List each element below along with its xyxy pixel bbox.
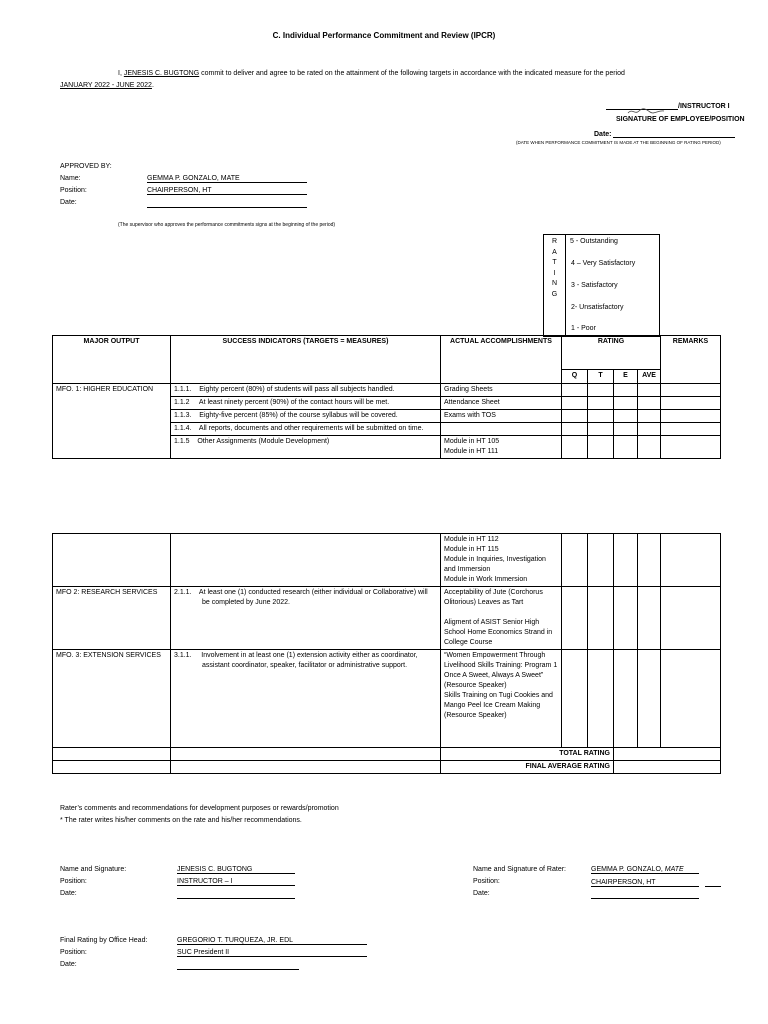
- right-name-suffix: MATE: [664, 866, 684, 873]
- table-row: [53, 436, 721, 459]
- remarks-cell[interactable]: [661, 397, 721, 410]
- header-t: T: [588, 370, 614, 384]
- final-average-row: [53, 761, 721, 774]
- left-position-label: Position:: [60, 878, 87, 885]
- right-position-row: [591, 878, 721, 887]
- approved-date-row: [147, 199, 307, 208]
- final-average-label: FINAL AVERAGE RATING: [441, 761, 614, 774]
- right-position-label: Position:: [473, 878, 500, 885]
- header-remarks: REMARKS: [661, 336, 721, 384]
- indicator-number: 1.1.2: [174, 399, 190, 406]
- table-row: [53, 423, 721, 436]
- rating-q-cell[interactable]: [562, 650, 588, 748]
- rating-t-cell[interactable]: [588, 423, 614, 436]
- final-average-value[interactable]: [614, 761, 721, 774]
- rating-ave-cell[interactable]: [638, 397, 661, 410]
- left-name-label: Name and Signature:: [60, 866, 127, 873]
- total-rating-label: TOTAL RATING: [441, 748, 614, 761]
- header-rating: RATING: [562, 336, 661, 370]
- commitment-period-line: [60, 82, 154, 89]
- handwritten-signature: [626, 106, 666, 116]
- approved-name-label: Name:: [60, 175, 81, 182]
- employee-date-field[interactable]: [613, 129, 735, 138]
- table-row: [53, 397, 721, 410]
- right-name-label: Name and Signature of Rater:: [473, 866, 566, 873]
- major-output-cell: [53, 534, 171, 587]
- rating-legend-scale: [565, 234, 660, 337]
- remarks-cell[interactable]: [661, 587, 721, 650]
- major-output-cell: [53, 423, 171, 436]
- rating-e-cell[interactable]: [614, 436, 638, 459]
- header-major-output: MAJOR OUTPUT: [53, 336, 171, 384]
- major-output-cell: [53, 397, 171, 410]
- empty-cell: [53, 761, 171, 774]
- major-output-cell: MFO. 3: EXTENSION SERVICES: [53, 650, 171, 748]
- rating-q-cell[interactable]: [562, 384, 588, 397]
- approved-heading: APPROVED BY:: [60, 163, 112, 170]
- final-rating-label: Final Rating by Office Head:: [60, 937, 148, 944]
- rating-q-cell[interactable]: [562, 397, 588, 410]
- employee-signature-line: [606, 103, 730, 110]
- rating-q-cell[interactable]: [562, 436, 588, 459]
- rating-e-cell[interactable]: [614, 397, 638, 410]
- actual-cell: “Women Empowerment Through Livelihood Skills Training: Program 1 Once A Sweet, Always A Sweet” (Resource Speaker) Skills Training on Tugi Cookies and Mango Peel Ice Cream Making (Resource Speaker): [441, 650, 562, 748]
- legend-unsatisfactory: 2- Unsatisfactory: [571, 304, 624, 311]
- signature-field: [606, 109, 678, 110]
- actual-cell: Acceptability of Jute (Corchorus Olitorious) Leaves as Tart Aligment of ASIST Senior High School Home Economics Strand in College Course: [441, 587, 562, 650]
- left-date-label: Date:: [60, 890, 77, 897]
- indicator-text: Eighty percent (80%) of students will pass all subjects handled.: [199, 386, 395, 393]
- empty-cell: [171, 748, 441, 761]
- indicator-text: Eighty-five percent (85%) of the course syllabus will be covered.: [199, 412, 398, 419]
- commitment-prefix: I,: [118, 70, 122, 77]
- rating-ave-cell[interactable]: [638, 534, 661, 587]
- rating-ave-cell[interactable]: [638, 587, 661, 650]
- major-output-cell: [53, 410, 171, 423]
- approved-position-row: [147, 187, 307, 195]
- final-name-value: GREGORIO T. TURQUEZA, JR. EDL: [177, 937, 367, 945]
- rating-q-cell[interactable]: [562, 423, 588, 436]
- legend-letter: N: [551, 280, 558, 287]
- commitment-statement: [118, 70, 625, 77]
- table-header-row: [53, 336, 721, 370]
- table-row: [53, 650, 721, 748]
- rating-ave-cell[interactable]: [638, 384, 661, 397]
- actual-cell: Grading Sheets: [441, 384, 562, 397]
- rating-q-cell[interactable]: [562, 587, 588, 650]
- indicator-number: 3.1.1.: [174, 652, 192, 659]
- ipcr-table-page2: [52, 533, 721, 774]
- final-position-row: [177, 949, 367, 957]
- remarks-cell[interactable]: [661, 423, 721, 436]
- rating-q-cell[interactable]: [562, 534, 588, 587]
- table-row: [53, 410, 721, 423]
- final-date-row: [177, 961, 299, 970]
- left-date-row: [177, 890, 295, 899]
- left-name-value: JENESIS C. BUGTONG: [177, 866, 295, 874]
- remarks-cell[interactable]: [661, 410, 721, 423]
- ipcr-table-page1: [52, 335, 721, 459]
- rating-e-cell[interactable]: [614, 384, 638, 397]
- actual-cell: Attendance Sheet: [441, 397, 562, 410]
- rater-comments-note: * The rater writes his/her comments on the rate and his/her recommendations.: [60, 817, 302, 824]
- indicator-number: 1.1.4.: [174, 425, 192, 432]
- right-position-extra-line: [705, 878, 721, 887]
- approved-position-label: Position:: [60, 187, 87, 194]
- approved-name-value: GEMMA P. GONZALO, MATE: [147, 175, 307, 183]
- actual-cell: Module in HT 105 Module in HT 111: [441, 436, 562, 459]
- indicator-text: All reports, documents and other requirements will be submitted on time.: [198, 425, 424, 432]
- legend-satisfactory: 3 - Satisfactory: [571, 282, 618, 289]
- remarks-cell[interactable]: [661, 650, 721, 748]
- final-date-field[interactable]: [177, 961, 299, 970]
- legend-letter: A: [552, 248, 557, 256]
- approved-position-value: CHAIRPERSON, HT: [147, 187, 307, 195]
- legend-letter: G: [551, 290, 558, 298]
- rating-ave-cell[interactable]: [638, 650, 661, 748]
- right-date-row: [591, 890, 699, 899]
- legend-letter: R: [551, 238, 558, 245]
- indicator-text: Involvement in at least one (1) extension activity either as coordinator, assistant coordinator, speaker, facilitator or administrative support.: [201, 652, 418, 669]
- rating-e-cell[interactable]: [614, 534, 638, 587]
- indicator-cell: [171, 384, 441, 397]
- employee-position: /INSTRUCTOR I: [678, 103, 730, 110]
- rating-ave-cell[interactable]: [638, 423, 661, 436]
- legend-very-satisfactory: 4 – Very Satisfactory: [571, 260, 636, 267]
- header-actual-accomplishments: ACTUAL ACCOMPLISHMENTS: [441, 336, 562, 384]
- indicator-text: At least ninety percent (90%) of the contact hours will be met.: [198, 399, 390, 406]
- employee-date-label: Date:: [594, 131, 612, 138]
- rating-legend-vertical: [543, 234, 565, 337]
- indicator-number: 1.1.3.: [174, 412, 192, 419]
- period-end: .: [151, 82, 154, 89]
- rating-t-cell[interactable]: [588, 384, 614, 397]
- legend-poor: 1 - Poor: [571, 325, 596, 332]
- total-rating-value[interactable]: [614, 748, 721, 761]
- indicator-cell: [171, 587, 441, 650]
- legend-letter: I: [553, 269, 556, 277]
- remarks-cell[interactable]: [661, 436, 721, 459]
- legend-letter: T: [552, 259, 557, 266]
- remarks-cell[interactable]: [661, 534, 721, 587]
- document-title: C. Individual Performance Commitment and Review (IPCR): [272, 31, 496, 40]
- rating-e-cell[interactable]: [614, 423, 638, 436]
- header-q: Q: [562, 370, 588, 384]
- rating-t-cell[interactable]: [588, 410, 614, 423]
- indicator-cell: [171, 534, 441, 587]
- rating-e-cell[interactable]: [614, 650, 638, 748]
- indicator-cell: [171, 410, 441, 423]
- rating-e-cell[interactable]: [614, 587, 638, 650]
- header-ave: AVE: [638, 370, 661, 384]
- major-output-cell: MFO 2: RESEARCH SERVICES: [53, 587, 171, 650]
- rating-period: JANUARY 2022 - JUNE 2022: [60, 82, 152, 89]
- left-position-row: [177, 878, 295, 886]
- empty-cell: [171, 761, 441, 774]
- left-date-field[interactable]: [177, 890, 295, 899]
- right-position-value: CHAIRPERSON, HT: [591, 879, 699, 887]
- major-output-cell: [53, 436, 171, 459]
- indicator-number: 2.1.1.: [174, 589, 192, 596]
- table-row: [53, 384, 721, 397]
- approved-note: (The supervisor who approves the performance commitments signs at the beginning of the period): [118, 222, 336, 228]
- final-name-row: [177, 937, 367, 945]
- indicator-cell: [171, 436, 441, 459]
- indicator-text: Other Assignments (Module Development): [197, 438, 330, 445]
- rating-q-cell[interactable]: [562, 410, 588, 423]
- employee-name: JENESIS C. BUGTONG: [123, 70, 200, 77]
- approved-date-field[interactable]: [147, 199, 307, 208]
- header-success-indicators: SUCCESS INDICATORS (TARGETS = MEASURES): [171, 336, 441, 384]
- rating-ave-cell[interactable]: [638, 436, 661, 459]
- table-row: [53, 534, 721, 587]
- legend-outstanding: 5 - Outstanding: [570, 238, 618, 245]
- right-name-value: GEMMA P. GONZALO,: [591, 866, 663, 873]
- actual-cell: [441, 423, 562, 436]
- employee-date-row: [594, 129, 735, 138]
- final-position-label: Position:: [60, 949, 87, 956]
- rater-name-field: [591, 866, 699, 874]
- indicator-cell: [171, 397, 441, 410]
- rating-ave-cell[interactable]: [638, 410, 661, 423]
- table-row: [53, 587, 721, 650]
- actual-cell: Module in HT 112 Module in HT 115 Module in Inquiries, Investigation and Immersion Module in Work Immersion: [441, 534, 562, 587]
- rating-t-cell[interactable]: [588, 650, 614, 748]
- right-date-field[interactable]: [591, 890, 699, 899]
- total-rating-row: [53, 748, 721, 761]
- commitment-text: commit to deliver and agree to be rated on the attainment of the following targets in accordance with the indicated measure for the period: [201, 70, 625, 77]
- rating-t-cell[interactable]: [588, 397, 614, 410]
- rater-comments-heading: Rater’s comments and recommendations for development purposes or rewards/promotion: [60, 805, 339, 812]
- indicator-number: 1.1.1.: [174, 386, 192, 393]
- rating-t-cell[interactable]: [588, 534, 614, 587]
- indicator-cell: [171, 650, 441, 748]
- approved-name-row: [147, 175, 307, 183]
- actual-cell: Exams with TOS: [441, 410, 562, 423]
- empty-cell: [53, 748, 171, 761]
- indicator-cell: [171, 423, 441, 436]
- right-name-row: [591, 866, 699, 874]
- header-e: E: [614, 370, 638, 384]
- remarks-cell[interactable]: [661, 384, 721, 397]
- indicator-number: 1.1.5: [174, 438, 190, 445]
- signature-caption: SIGNATURE OF EMPLOYEE/POSITION: [616, 116, 745, 123]
- left-name-row: [177, 866, 295, 874]
- right-date-label: Date:: [473, 890, 490, 897]
- rating-e-cell[interactable]: [614, 410, 638, 423]
- final-date-label: Date:: [60, 961, 77, 968]
- rating-t-cell[interactable]: [588, 587, 614, 650]
- rating-t-cell[interactable]: [588, 436, 614, 459]
- left-position-value: INSTRUCTOR – I: [177, 878, 295, 886]
- employee-date-note: (DATE WHEN PERFORMANCE COMMITMENT IS MADE AT THE BEGINNING OF RATING PERIOD): [516, 140, 721, 145]
- indicator-text: At least one (1) conducted research (either individual or Collaborative) will be completed by June 2022.: [198, 589, 428, 606]
- final-position-value: SUC President II: [177, 949, 367, 957]
- major-output-cell: MFO. 1: HIGHER EDUCATION: [53, 384, 171, 397]
- approved-date-label: Date:: [60, 199, 77, 206]
